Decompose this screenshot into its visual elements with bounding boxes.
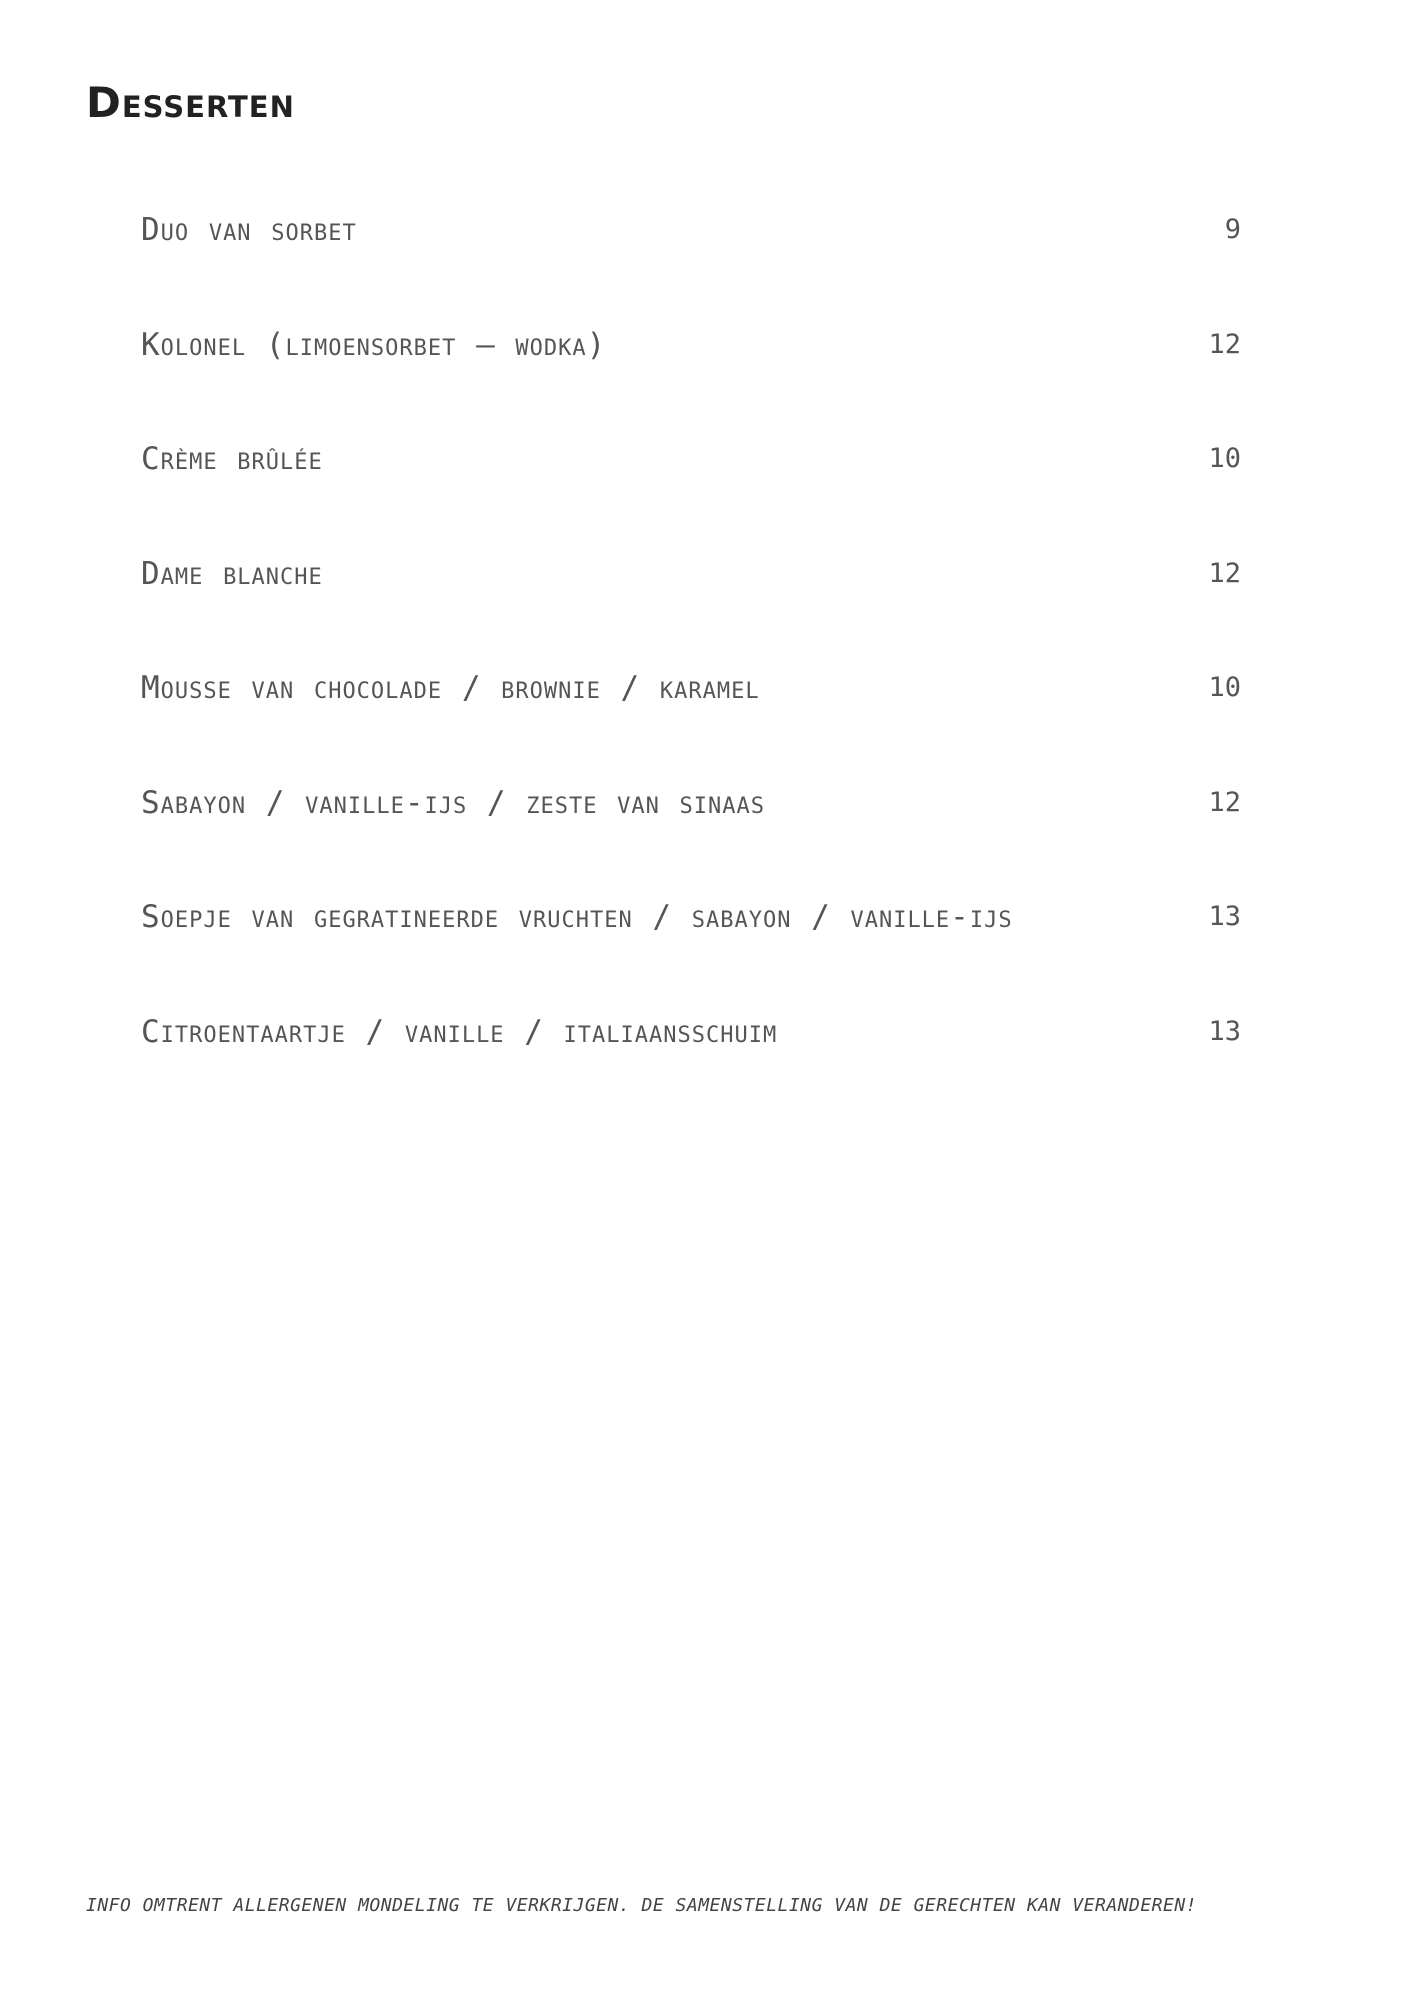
allergen-note: INFO OMTRENT ALLERGENEN MONDELING TE VERKRIJGEN. DE SAMENSTELLING VAN DE GERECHTEN KAN VERANDEREN!	[86, 1895, 1198, 1916]
list-item	[141, 667, 1241, 782]
page-title: Desserten	[86, 78, 295, 127]
item-name: Kolonel (limoensorbet – wodka)	[141, 326, 607, 363]
item-price: 10	[1208, 443, 1241, 474]
item-name: Duo van sorbet	[141, 212, 357, 248]
item-price: 13	[1208, 1015, 1241, 1047]
item-price: 12	[1208, 557, 1241, 589]
list-item	[141, 1011, 1241, 1126]
item-name: Dame blanche	[141, 555, 323, 592]
list-item	[141, 324, 1241, 439]
item-price: 9	[1224, 214, 1241, 245]
dessert-list	[141, 209, 1241, 1125]
item-name: Citroentaartje / vanille / italiaansschuim	[141, 1013, 778, 1050]
list-item	[141, 438, 1241, 553]
item-name: Soepje van gegratineerde vruchten / sabayon / vanille-ijs	[141, 899, 1013, 935]
item-price: 12	[1208, 786, 1241, 818]
list-item	[141, 209, 1241, 324]
item-name: Crème brûlée	[141, 441, 323, 477]
list-item	[141, 553, 1241, 668]
item-price: 12	[1208, 328, 1241, 360]
list-item	[141, 782, 1241, 897]
item-name: Sabayon / vanille-ijs / zeste van sinaas	[141, 784, 765, 821]
list-item	[141, 896, 1241, 1011]
item-name: Mousse van chocolade / brownie / karamel	[141, 670, 760, 706]
item-price: 10	[1208, 672, 1241, 703]
item-price: 13	[1208, 901, 1241, 932]
